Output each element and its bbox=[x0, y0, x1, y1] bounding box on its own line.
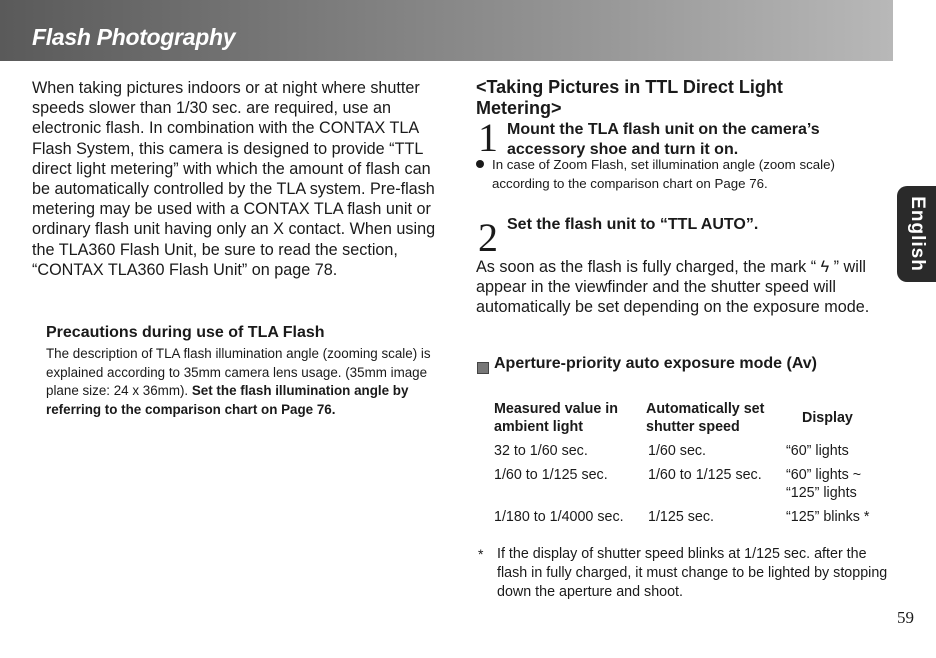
table-header-display: Display bbox=[802, 410, 853, 426]
step-1-number: 1 bbox=[478, 115, 498, 160]
step-2-number: 2 bbox=[478, 215, 498, 260]
table-cell: 1/125 sec. bbox=[648, 509, 714, 525]
intro-paragraph: When taking pictures indoors or at night where shutter speeds slower than 1/30 sec. are required, use an electronic flash. In combination with the CONTAX TLA Flash System, this camera is designed to provide “TTL direct light metering” with which the amount of flash can be automatically controlled by the TLA system. Pre-flash metering may be used with a CONTAX TLA flash unit or ordinary flash unit having only an X contact. When using the TLA360 Flash Unit, be sure to read the section, “CONTAX TLA360 Flash Unit” on page 78. bbox=[32, 79, 436, 279]
square-bullet-icon bbox=[477, 362, 489, 374]
step-1-note: In case of Zoom Flash, set illumination angle (zoom scale) according to the comparison chart on Page 76. bbox=[492, 157, 835, 191]
language-tab-label: English bbox=[906, 196, 928, 272]
precautions-body: The description of TLA flash illumination angle (zooming scale) is explained according to 35mm camera lens usage. (35mm image plane size: 24 x 36mm). bbox=[46, 346, 431, 398]
table-header-shutter: Automatically set shutter speed bbox=[646, 401, 765, 435]
table-cell: 1/60 to 1/125 sec. bbox=[494, 467, 608, 483]
precautions-paragraph bbox=[46, 345, 438, 419]
step-1-instruction: Mount the TLA flash unit on the camera’s accessory shoe and turn it on. bbox=[507, 121, 820, 158]
footnote-text: If the display of shutter speed blinks at 1/125 sec. after the flash in fully charged, it must change to be lighted by stopping down the aperture and shoot. bbox=[497, 546, 888, 600]
av-mode-heading: Aperture-priority auto exposure mode (Av) bbox=[494, 355, 818, 372]
precautions-bold-instruction: Set the flash illumination angle by referring to the comparison chart on Page 76. bbox=[46, 383, 409, 417]
table-cell: 1/180 to 1/4000 sec. bbox=[494, 509, 624, 525]
page-number: 59 bbox=[897, 608, 914, 627]
footnote-marker: * bbox=[478, 546, 484, 562]
precautions-heading: Precautions during use of TLA Flash bbox=[46, 324, 325, 341]
table-cell: “60” lights bbox=[786, 443, 849, 459]
table-cell: 1/60 to 1/125 sec. bbox=[648, 467, 762, 483]
left-column bbox=[32, 78, 444, 280]
section-heading: <Taking Pictures in TTL Direct Light Metering> bbox=[476, 77, 783, 118]
step-2-body: As soon as the flash is fully charged, the mark “ ϟ ” will appear in the viewfinder and the shutter speed will automatically be set depending on the exposure mode. bbox=[476, 258, 870, 317]
table-cell: 1/60 sec. bbox=[648, 443, 707, 459]
table-header-measured: Measured value in ambient light bbox=[494, 401, 618, 435]
bullet-icon bbox=[476, 160, 484, 168]
language-tab[interactable] bbox=[897, 186, 936, 282]
table-cell: “125” blinks * bbox=[786, 509, 870, 525]
step-2-instruction: Set the flash unit to “TTL AUTO”. bbox=[507, 216, 759, 233]
table-cell: “60” lights ~ “125” lights bbox=[786, 467, 862, 501]
page-title: Flash Photography bbox=[32, 24, 236, 50]
table-cell: 32 to 1/60 sec. bbox=[494, 443, 588, 459]
